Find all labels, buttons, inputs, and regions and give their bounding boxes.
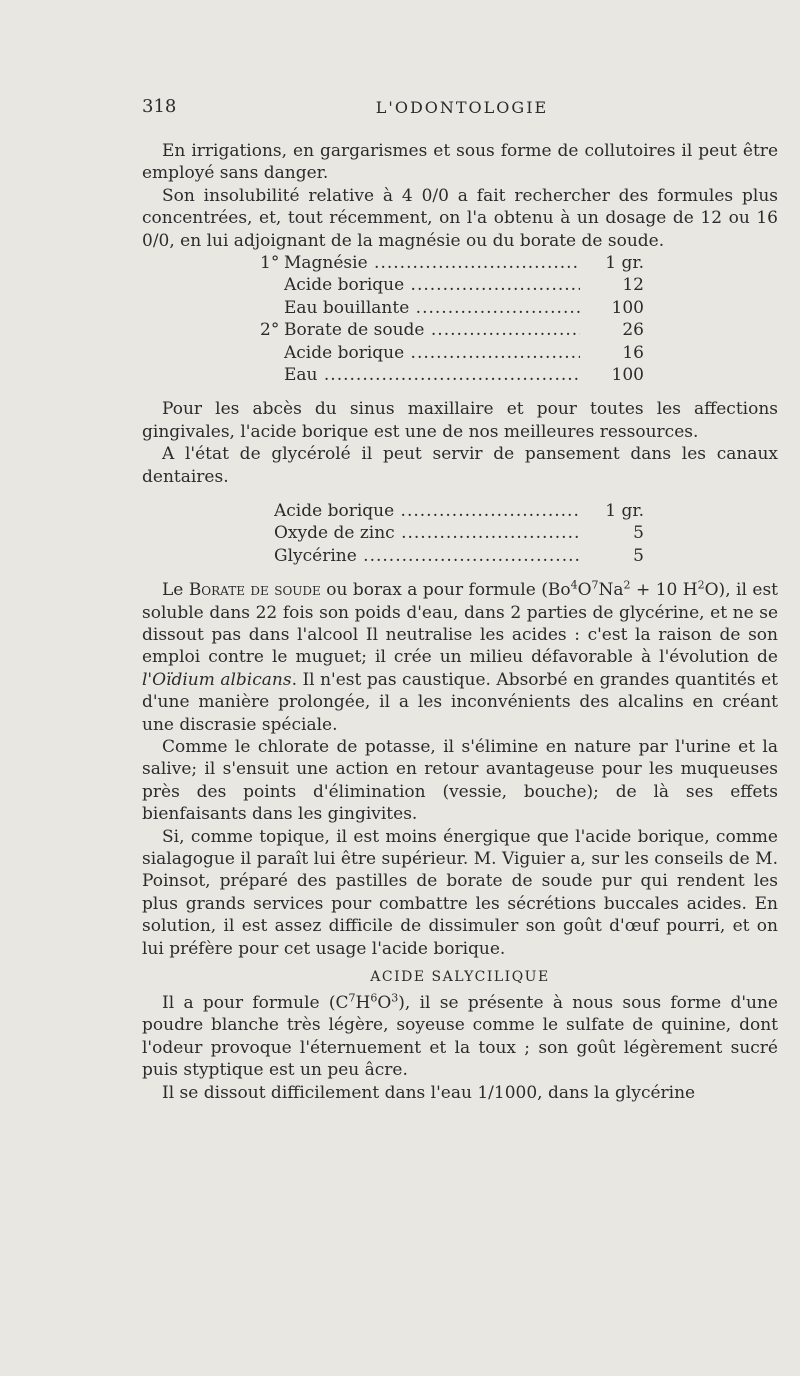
recipe-row [142,274,778,296]
recipe-ingredient: Borate de soude ..... [284,319,580,341]
formula-exponent: 2 [697,578,705,592]
text-run: O [577,580,592,601]
formula-exponent: 6 [370,991,378,1005]
page-body [142,140,778,1104]
recipe-row [142,522,778,544]
formula-exponent: 3 [391,991,399,1005]
formula-exponent: 7 [591,578,599,592]
formula-exponent: 7 [348,991,356,1005]
paragraph: Comme le chlorate de potasse, il s'élimine en nature par l'urine et la salive; il s'ensuit une action en retour avantageuse pour les muqueuses près des points d'élimination (vessie, bouche); de là ses effets bienfaisants dans les gingivites. [142,737,778,825]
paragraph: En irrigations, en gargarismes et sous forme de collutoires il peut être employé sans danger. [142,141,778,184]
paragraph: Si, comme topique, il est moins énergique que l'acide borique, comme sialagogue il paraît lui être supérieur. M. Viguier a, sur les conseils de M. Poinsot, préparé des pastilles de borate de soude pur qui rendent les plus grands services pour combattre les sécrétions buccales acides. En solution, il est assez difficile de dissimuler son goût d'œuf pourri, et on lui préfère pour cet usage l'acide borique. [142,826,778,959]
recipe-quantity: 12 [580,274,644,296]
text-run: H [355,993,371,1014]
recipe-number: 1° [260,253,280,274]
page-number: 318 [142,96,177,117]
recipe-quantity: 100 [580,297,644,319]
recipe-quantity: 1 gr. [580,500,644,522]
recipe-ingredient: Magnésie ..... [284,252,580,274]
italic-term: l'Oïdium albicans [142,669,292,690]
text-run: + 10 H [630,580,698,601]
recipe-quantity: 5 [580,545,644,567]
recipe-quantity: 5 [580,522,644,544]
recipe-row [142,252,778,274]
text-run: O [377,993,392,1014]
text-run: ), il se présente à nous sous forme d'une poudre blanche très légère, soyeuse comme le sulfate de quinine, dont l'odeur provoque l'éternuement et la toux ; son goût légèrement sucré puis styptique est un peu âcre. [142,993,778,1081]
recipe-row [142,500,778,522]
recipe-ingredient: Glycérine ..... [274,545,580,567]
recipe-row [142,342,778,364]
paragraph-borax [142,579,778,736]
recipe-quantity: 100 [580,364,644,386]
recipe-list-2 [142,500,778,567]
recipe-quantity: 1 gr. [580,252,644,274]
section-title: ACIDE SALYCILIQUE [370,969,550,986]
paragraph: Pour les abcès du sinus maxillaire et pour toutes les affections gingivales, l'acide borique est une de nos meilleures ressources. [142,399,778,442]
recipe-row [142,364,778,386]
paragraph: A l'état de glycérolé il peut servir de pansement dans les canaux dentaires. [142,444,778,487]
running-title: L'ODONTOLOGIE [375,98,549,117]
formula-exponent: 2 [623,578,631,592]
recipe-quantity: 26 [580,319,644,341]
recipe-ingredient: Acide borique ..... [284,274,580,296]
recipe-ingredient: Eau bouillante ..... [284,297,580,319]
text-run: Le [162,580,189,601]
text-run: ou borax a pour formule (Bo [320,580,571,601]
paragraph-salicylic [142,992,778,1082]
paragraph: Son insolubilité relative à 4 0/0 a fait rechercher des formules plus concentrées, et, tout récemment, on l'a obtenu à un dosage de 12 ou 16 0/0, en lui adjoignant de la magnésie ou du borate de soude. [142,185,778,251]
recipe-quantity: 16 [580,342,644,364]
recipe-row [142,297,778,319]
recipe-row [142,319,778,341]
recipe-number: 2° [260,320,280,341]
text-run: O), il est soluble dans 22 fois son poids d'eau, dans 2 parties de glycérine, et ne se dissout pas dans l'alcool Il neutralise les acides : c'est la raison de son emploi contre le muguet; il crée un milieu défavorable à l'évolution de [142,580,778,668]
recipe-ingredient: Acide borique ..... [284,342,580,364]
text-run: Il a pour formule (C [162,993,349,1014]
recipe-ingredient: Eau ..... [284,364,580,386]
page-header [142,96,782,120]
recipe-ingredient: Oxyde de zinc ..... [274,522,580,544]
formula-exponent: 4 [570,578,578,592]
recipe-ingredient: Acide borique ..... [274,500,580,522]
recipe-list-1 [142,252,778,386]
paragraph: Il se dissout difficilement dans l'eau 1/1000, dans la glycérine [162,1082,696,1103]
recipe-row [142,545,778,567]
text-run: . Il n'est pas caustique. Absorbé en grandes quantités et d'une manière prolongée, il a les inconvénients des alcalins en créant une discrasie spéciale. [142,669,778,735]
text-run: Na [598,580,624,601]
term-borate-de-soude: Borate de soude [188,580,321,601]
